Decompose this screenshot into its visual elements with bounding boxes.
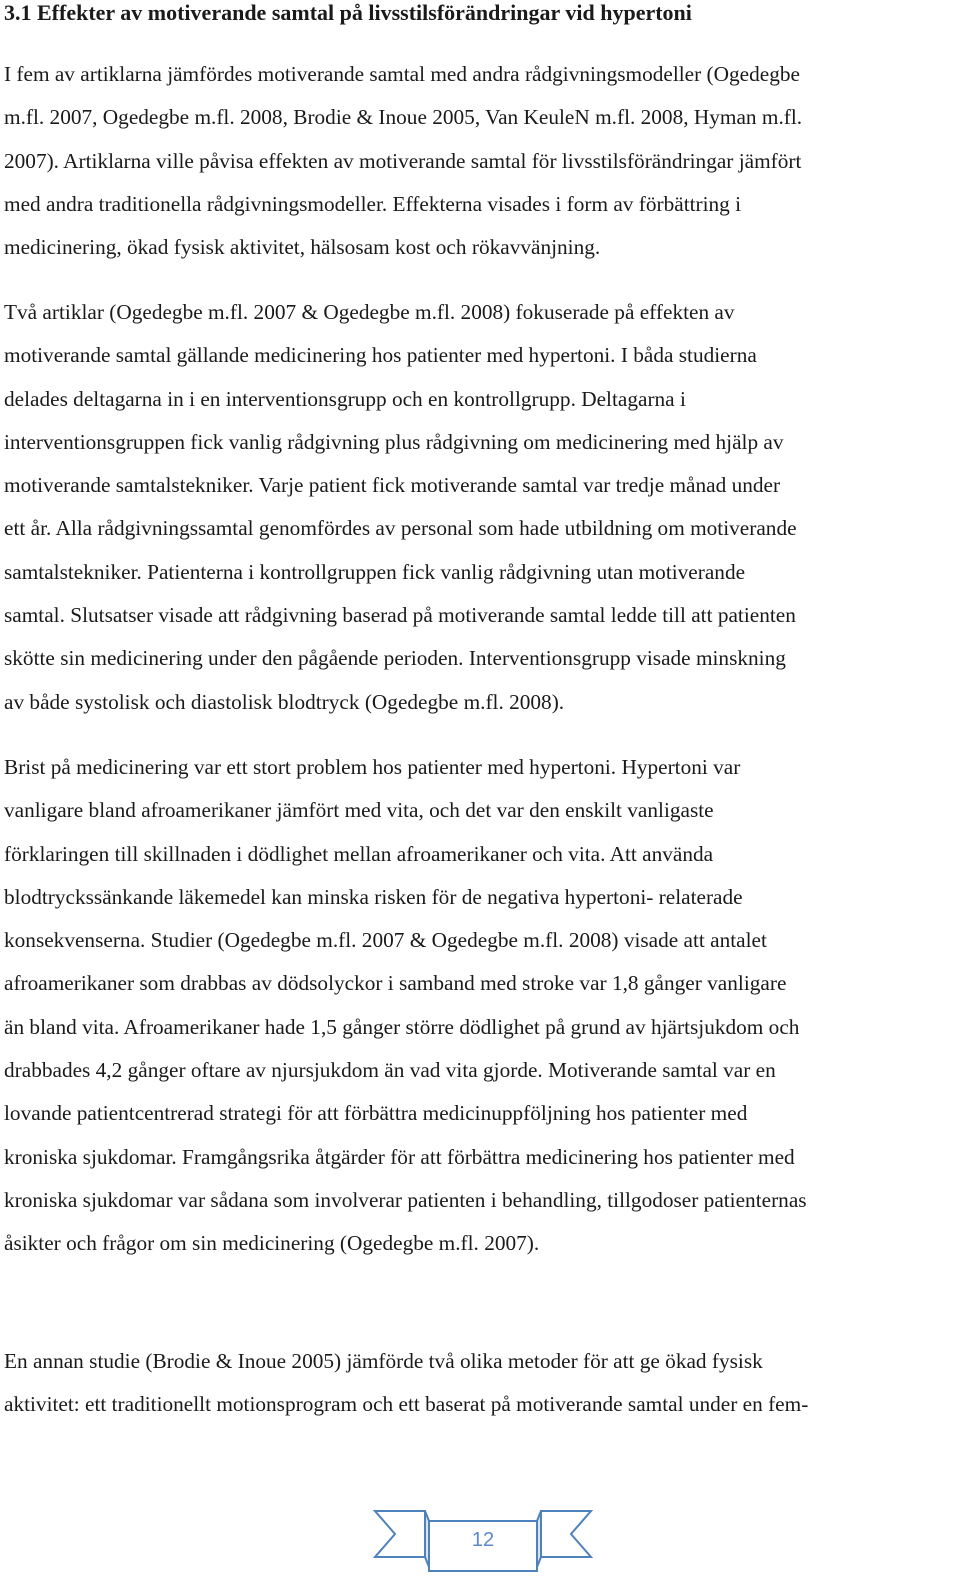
text-line: vanligare bland afroamerikaner jämfört med vita, och det var den enskilt vanligaste — [4, 798, 714, 823]
text-line: En annan studie (Brodie & Inoue 2005) jämförde två olika metoder för att ge ökad fysisk — [4, 1349, 763, 1373]
text-line: åsikter och frågor om sin medicinering (Ogedegbe m.fl. 2007). — [4, 1231, 540, 1256]
section-heading: 3.1 Effekter av motiverande samtal på livsstilsförändringar vid hypertoni — [4, 0, 692, 25]
text-line: ett år. Alla rådgivningssamtal genomfördes av personal som hade utbildning om motiverande — [4, 516, 797, 541]
text-line: av både systolisk och diastolisk blodtryck (Ogedegbe m.fl. 2008). — [4, 689, 565, 714]
text-line: afroamerikaner som drabbas av dödsolyckor i samband med stroke var 1,8 gånger vanligare — [4, 971, 787, 996]
text-line: konsekvenserna. Studier (Ogedegbe m.fl. 2007 & Ogedegbe m.fl. 2008) visade att antalet — [4, 928, 767, 953]
text-line: Brist på medicinering var ett stort problem hos patienter med hypertoni. Hypertoni var — [4, 755, 741, 779]
text-line: än bland vita. Afroamerikaner hade 1,5 gånger större dödlighet på grund av hjärtsjukdom och — [4, 1014, 800, 1039]
text-line: Två artiklar (Ogedegbe m.fl. 2007 & Ogedegbe m.fl. 2008) fokuserade på effekten av — [4, 300, 735, 324]
text-line: interventionsgruppen fick vanlig rådgivning plus rådgivning om medicinering med hjälp av — [4, 429, 784, 454]
paragraph-2 — [4, 291, 960, 724]
text-line: samtal. Slutsatser visade att rådgivning baserad på motiverande samtal ledde till att patienten — [4, 603, 796, 628]
page-number-footer — [373, 1505, 593, 1575]
text-line: delades deltagarna in i en interventionsgrupp och en kontrollgrupp. Deltagarna i — [4, 386, 686, 411]
text-line: blodtryckssänkande läkemedel kan minska risken för de negativa hypertoni- relaterade — [4, 884, 743, 909]
paragraph-4 — [4, 1340, 960, 1427]
text-line: motiverande samtal gällande medicinering hos patienter med hypertoni. I båda studierna — [4, 343, 757, 368]
text-line: samtalstekniker. Patienterna i kontrollgruppen fick vanlig rådgivning utan motiverande — [4, 559, 746, 584]
page-number: 12 — [471, 1529, 495, 1551]
paragraph-1 — [4, 53, 960, 269]
text-line: lovande patientcentrerad strategi för att förbättra medicinuppföljning hos patienter med — [4, 1101, 748, 1126]
text-line: förklaringen till skillnaden i dödlighet mellan afroamerikaner och vita. Att använda — [4, 841, 714, 866]
text-line: kroniska sjukdomar. Framgångsrika åtgärder för att förbättra medicinering hos patienter med — [4, 1144, 795, 1169]
text-line: I fem av artiklarna jämfördes motiverande samtal med andra rådgivningsmodeller (Ogedegbe — [4, 62, 800, 86]
text-line: kroniska sjukdomar var sådana som involverar patienten i behandling, tillgodoser patienternas — [4, 1187, 807, 1212]
text-line: skötte sin medicinering under den pågående perioden. Interventionsgrupp visade minskning — [4, 646, 786, 671]
paragraph-3 — [4, 746, 960, 1266]
text-line: m.fl. 2007, Ogedegbe m.fl. 2008, Brodie & Inoue 2005, Van KeuleN m.fl. 2008, Hyman m.fl. — [4, 105, 803, 130]
text-line: motiverande samtalstekniker. Varje patient fick motiverande samtal var tredje månad under — [4, 473, 781, 498]
text-line: medicinering, ökad fysisk aktivitet, hälsosam kost och rökavvänjning. — [4, 235, 601, 260]
text-line: drabbades 4,2 gånger oftare av njursjukdom än vad vita gjorde. Motiverande samtal var en — [4, 1058, 776, 1083]
text-line: med andra traditionella rådgivningsmodeller. Effekterna visades i form av förbättring i — [4, 191, 742, 216]
text-line: aktivitet: ett traditionellt motionsprogram och ett baserat på motiverande samtal under en fem- — [4, 1392, 809, 1417]
text-line: 2007). Artiklarna ville påvisa effekten av motiverande samtal för livsstilsförändringar jämfört — [4, 148, 802, 173]
